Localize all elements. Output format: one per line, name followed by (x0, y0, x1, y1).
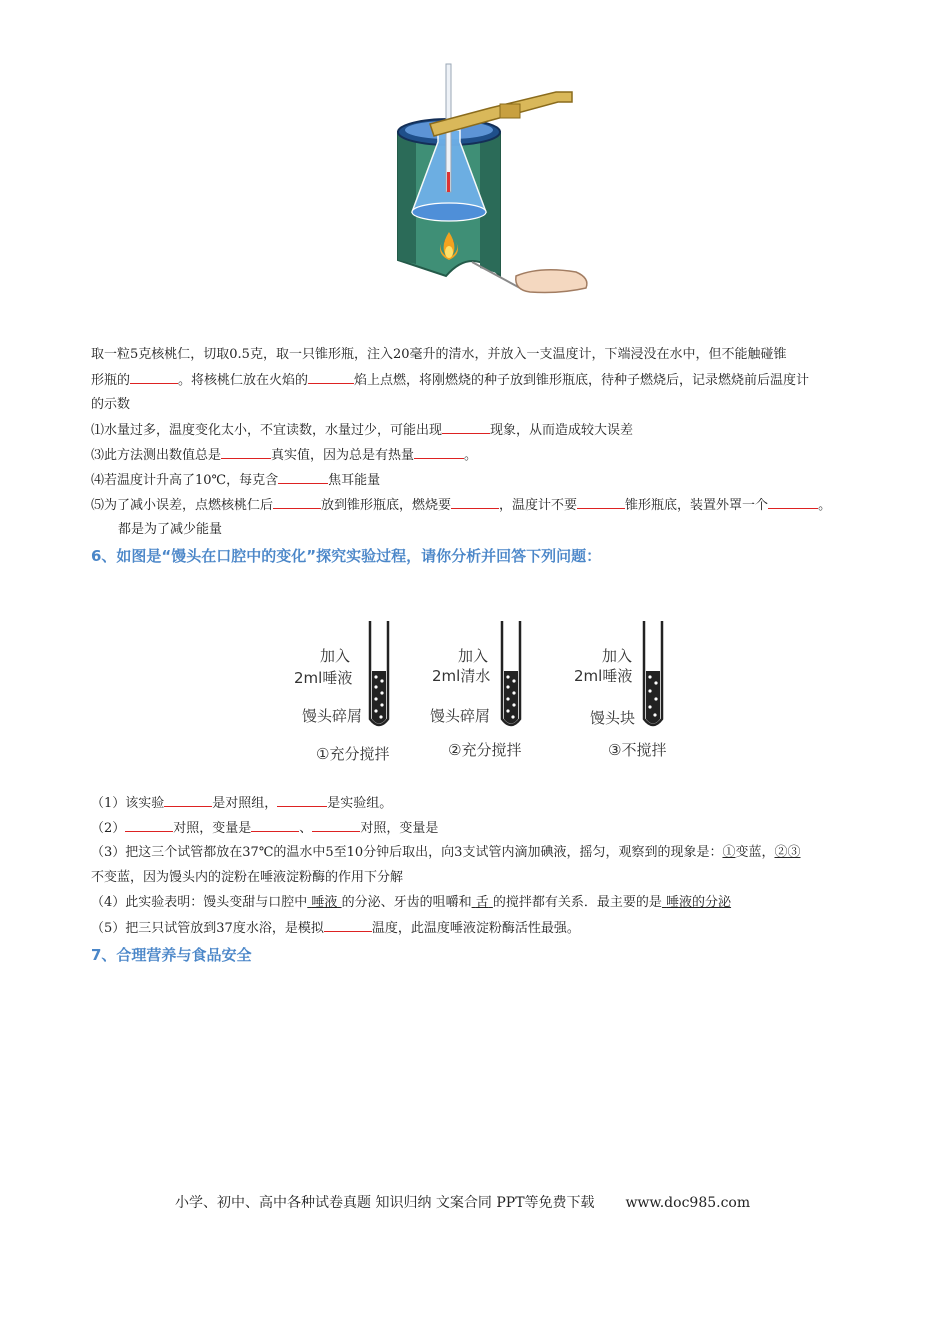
question-6-4 (91, 894, 731, 912)
answer-blank[interactable] (273, 496, 321, 509)
question-5-5-tail: 都是为了减少能量 (118, 522, 223, 537)
answer-blank[interactable] (324, 919, 372, 932)
question-5-1 (91, 421, 633, 440)
tube-3 (574, 621, 666, 759)
tube-3-add-label: 加入 (602, 647, 633, 665)
tube-2-sample-label: 馒头碎屑 (430, 707, 491, 725)
answer-blank[interactable] (414, 446, 464, 459)
footer-text: 小学、初中、高中各种试卷真题 知识归纳 文案合同 PPT等免费下载 (175, 1195, 595, 1211)
tube-3-sample-label: 馒头块 (590, 709, 636, 727)
text: 。 (464, 448, 478, 463)
answer-blank[interactable] (164, 794, 212, 807)
answer-text (472, 895, 493, 910)
answer-text (307, 895, 341, 910)
text: 唾液 (311, 895, 338, 910)
tube-1-sample-label: 馒头碎屑 (302, 707, 363, 725)
question-6-3-cont: 不变蓝，因为馒头内的淀粉在唾液淀粉酶的作用下分解 (91, 870, 404, 885)
answer-blank[interactable] (278, 471, 328, 484)
answer-text (662, 895, 731, 910)
section-7-heading: 7、合理营养与食品安全 (91, 946, 252, 964)
tube-2-liquid-label: 2ml清水 (432, 667, 491, 685)
question-5-4 (91, 471, 380, 490)
text: 的分泌、牙齿的咀嚼和 (341, 895, 472, 910)
answer-blank[interactable] (308, 371, 354, 384)
text: （4）此实验表明：馒头变甜与口腔中 (91, 895, 308, 910)
question-6-1 (91, 794, 392, 813)
text: 对照，变量是 (173, 821, 252, 836)
answer-blank[interactable] (125, 819, 173, 832)
question-6-3 (91, 844, 801, 862)
text: ⑴水量过多，温度变化太小，不宜读数，水量过少，可能出现 (91, 423, 443, 438)
footer (175, 1192, 750, 1212)
answer-text: ① (722, 845, 736, 860)
answer-blank[interactable] (577, 496, 625, 509)
text: 是实验组。 (327, 796, 393, 811)
text: 形瓶的 (91, 373, 131, 388)
answer-blank[interactable] (312, 819, 360, 832)
question-5-5 (91, 496, 831, 515)
intro-line-3: 的示数 (91, 397, 131, 412)
footer-url[interactable]: www.doc985.com (625, 1195, 751, 1211)
text: ⑷若温度计升高了10℃，每克含 (91, 473, 279, 488)
text: （5）把三只试管放到37度水浴，是模拟 (91, 921, 324, 936)
text: ，温度计不要 (499, 498, 578, 513)
section-6-heading: 6、如图是“馒头在口腔中的变化”探究实验过程，请你分析并回答下列问题： (91, 547, 602, 565)
text: 变蓝， (735, 845, 775, 860)
text: 锥形瓶底，装置外罩一个 (625, 498, 769, 513)
tube-1-liquid-label: 2ml唾液 (294, 669, 353, 687)
text: 、 (299, 821, 313, 836)
answer-blank[interactable] (442, 421, 490, 434)
text: （3）把这三个试管都放在37℃的温水中5至10分钟后取出，向3支试管内滴加碘液，摇匀，观察到的现象是： (91, 845, 723, 860)
intro-line-2 (91, 371, 809, 390)
intro-line-1: 取一粒5克核桃仁，切取0.5克，取一只锥形瓶，注入20毫升的清水，并放入一支温度计，下端浸没在水中，但不能触碰锥 (91, 347, 787, 362)
text: （1）该实验 (91, 796, 165, 811)
tube-2-caption: ②充分搅拌 (448, 741, 522, 759)
tube-3-liquid-label: 2ml唾液 (574, 667, 633, 685)
text: ⑶此方法测出数值总是 (91, 448, 222, 463)
calorimeter-illustration (380, 62, 594, 296)
text: 真实值，因为总是有热量 (271, 448, 415, 463)
tube-3-caption: ③不搅拌 (608, 741, 667, 759)
question-6-5 (91, 919, 580, 938)
text: 放到锥形瓶底，燃烧要 (321, 498, 452, 513)
text: 焦耳能量 (328, 473, 381, 488)
tube-1 (294, 621, 389, 763)
text: 的搅拌都有关系．最主要的是 (492, 895, 662, 910)
answer-text: ②③ (774, 845, 801, 860)
text: ⑸为了减小误差，点燃核桃仁后 (91, 498, 274, 513)
question-5-3 (91, 446, 477, 465)
tube-1-caption: ①充分搅拌 (316, 745, 390, 763)
test-tube-illustration (290, 615, 690, 775)
question-6-2 (91, 819, 438, 838)
answer-blank[interactable] (251, 819, 299, 832)
answer-blank[interactable] (768, 496, 818, 509)
text: 舌 (475, 895, 489, 910)
text: 唾液的分泌 (666, 895, 732, 910)
tube-2-add-label: 加入 (458, 647, 489, 665)
answer-blank[interactable] (130, 371, 178, 384)
text: 温度，此温度唾液淀粉酶活性最强。 (371, 921, 580, 936)
text: 现象，从而造成较大误差 (490, 423, 634, 438)
tube-1-add-label: 加入 (320, 647, 351, 665)
tube-2 (430, 621, 521, 759)
text: 是对照组， (212, 796, 278, 811)
text: 。将核桃仁放在火焰的 (178, 373, 309, 388)
answer-blank[interactable] (221, 446, 271, 459)
answer-blank[interactable] (277, 794, 327, 807)
text: 对照，变量是 (360, 821, 439, 836)
answer-blank[interactable] (451, 496, 499, 509)
text: 。 (818, 498, 832, 513)
text: （2） (91, 821, 126, 836)
text: 焰上点燃，将刚燃烧的种子放到锥形瓶底，待种子燃烧后，记录燃烧前后温度计 (354, 373, 810, 388)
